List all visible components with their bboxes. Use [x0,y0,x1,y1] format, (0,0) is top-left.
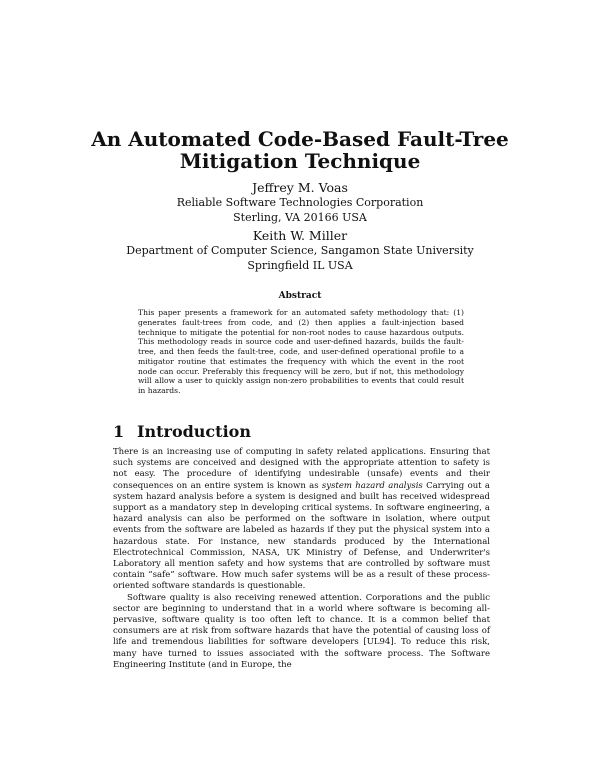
paper-title [90,128,510,172]
section-number: 1 [113,422,125,441]
section-heading [113,422,251,442]
title-line-1: An Automated Code-Based Fault-Tree [91,127,509,151]
abstract-heading: Abstract [278,291,322,301]
abstract-text: This paper presents a framework for an automated safety methodology that: (1) generates fault-trees from code, and (2) then applies a fault-injection based technique to mitigate the potential for non-root nodes to cause hazardous outputs. This methodology reads in source code and user-defined hazards, builds the fault-tree, and then feeds the fault-tree, code, and user-defined operational profile to a mitigator routine that estimates the frequency with which the event in the root node can occur. Preferably this frequency will be zero, but if not, this methodology will allow a user to quickly assign non-zero probabilities to events that could result in hazards. [138,308,464,395]
paragraph-1-start: There is an increasing use of computing in safety related applications. Ensuring that such systems are conceived and designed with the appropriate attention to safety is not easy. The procedure of identifying undesirable (unsafe) events and their consequences on an entire system is known as [113,447,490,491]
author-affiliation: Department of Computer Science, Sangamon State University [126,244,474,257]
paragraph-1-end: Carrying out a system hazard analysis before a system is designed and built has received widespread support as a mandatory step in developing critical systems. In software engineering, a hazard analysis can also be performed on the software in isolation, where output events from the software are labeled as hazards if they put the physical system into a hazardous state. For instance, new standards produced by the International Electrotechnical Commission, NASA, UK Ministry of Defense, and Underwriter's Laboratory all mention safety and how systems that are controlled by software must contain “safe” software. How much safer systems will be as a result of these process-oriented software standards is questionable. [113,480,490,592]
paragraph-2: Software quality is also receiving renewed attention. Corporations and the public sector are beginning to understand that in a world where software is becoming all-pervasive, software quality is too often left to chance. It is a common belief that consumers are at risk from software hazards that have the potential of causing loss of life and tremendous liabilities for software developers [UL94]. To reduce this risk, many have turned to issues associated with the software process. The Software Engineering Institute (and in Europe, the [113,592,490,670]
author-block-1 [100,180,500,225]
title-line-2: Mitigation Technique [179,149,421,173]
hazard-analysis-term: system hazard analysis [321,480,423,491]
author-name: Jeffrey M. Voas [252,180,348,195]
author-location: Springfield IL USA [247,259,353,272]
paragraph-1 [113,447,490,593]
author-affiliation: Reliable Software Technologies Corporation [176,196,424,209]
author-location: Sterling, VA 20166 USA [233,211,367,224]
author-block-2 [100,228,500,273]
section-title: Introduction [137,422,251,441]
section-body [113,447,490,671]
author-name: Keith W. Miller [252,228,348,243]
